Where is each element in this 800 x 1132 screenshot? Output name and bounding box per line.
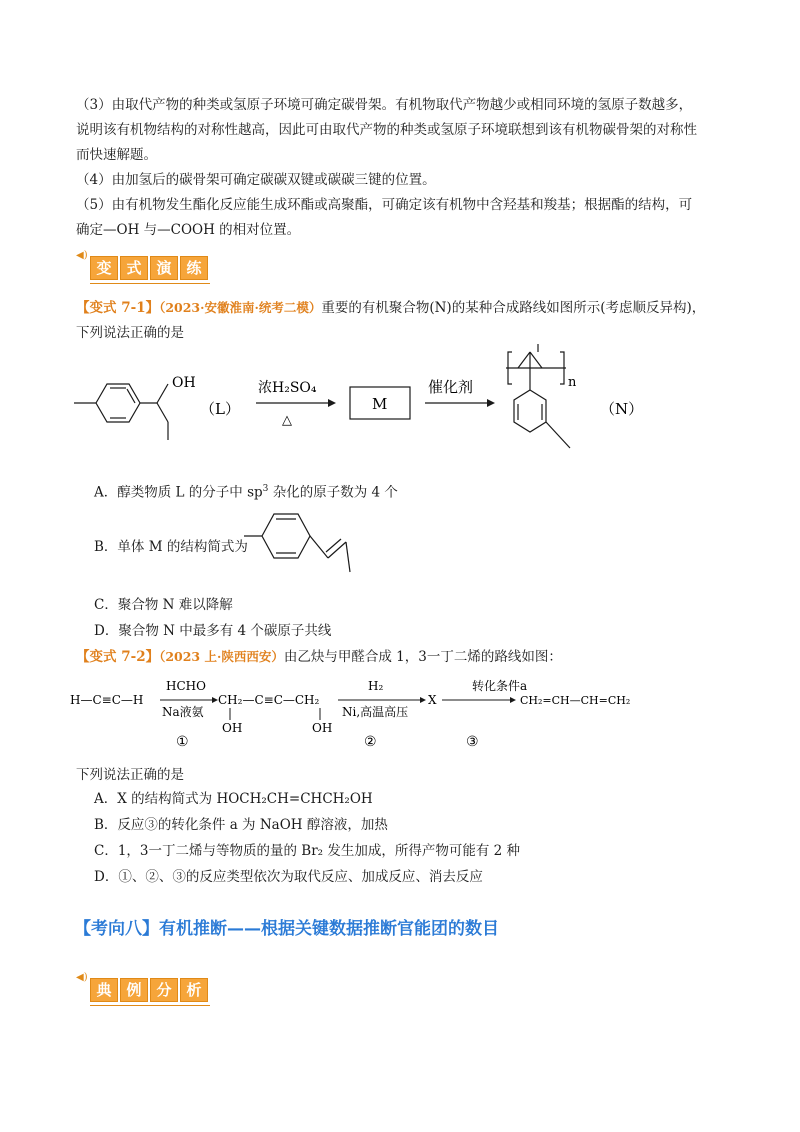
catalyst-label: 催化剂 <box>428 378 474 396</box>
reagent-hcho: HCHO <box>166 679 206 693</box>
arrowhead-2 <box>487 399 495 407</box>
section-heading: 【考向八】有机推断——根据关键数据推断官能团的数目 <box>74 919 499 939</box>
question-source: （2023·安徽淮南·统考二模） <box>159 300 322 315</box>
option-7-1-C: C．聚合物 N 难以降解 <box>94 597 233 613</box>
option-7-1-D: D．聚合物 N 中最多有 4 个碳原子共线 <box>94 623 332 639</box>
option-7-2-A: A．X 的结构简式为 HOCH₂CH=CHCH₂OH <box>94 791 373 807</box>
question-text: 由乙炔与甲醛合成 1，3一丁二烯的路线如图： <box>283 649 562 665</box>
option-7-1-B: B．单体 M 的结构简式为 <box>94 539 248 555</box>
option-7-2-D: D．①、②、③的反应类型依次为取代反应、加成反应、消去反应 <box>94 869 483 885</box>
speaker-icon: ◀) <box>76 972 88 983</box>
oh-label: OH <box>172 375 196 391</box>
label-n: n <box>568 375 577 390</box>
step-3: ③ <box>466 734 479 750</box>
tag-char: 典 <box>90 978 118 1002</box>
label-L: （L） <box>200 400 240 418</box>
option-text: 杂化的原子数为 4 个 <box>268 484 398 501</box>
question-source: （2023 上·陕西西安） <box>159 649 284 664</box>
step-1: ① <box>176 734 189 750</box>
reagent-h2: H₂ <box>368 679 384 693</box>
label-N: （N） <box>600 400 644 418</box>
arrowhead-r2 <box>420 697 426 703</box>
molecule-L <box>74 384 168 440</box>
tag-char: 析 <box>180 978 208 1002</box>
tag-char: 例 <box>120 978 148 1002</box>
reagent-condition-a: 转化条件a <box>472 679 528 693</box>
reagent-h2so4: 浓H₂SO₄ <box>258 380 317 396</box>
acetylene: H—C≡C—H <box>70 693 144 707</box>
question-7-1-stem-2: 下列说法正确的是 <box>76 325 184 341</box>
paragraph-5-line-1: （5）由有机物发生酯化反应能生成环酯或高聚酯，可确定该有机物中含羟基和羧基；根据酯的结构，可 <box>76 197 693 213</box>
tag-char: 练 <box>180 256 208 280</box>
question-7-2-stem <box>76 646 562 668</box>
reaction-scheme-2 <box>66 670 716 760</box>
oh-1: OH <box>222 721 243 735</box>
option-7-2-B: B．反应③的转化条件 a 为 NaOH 醇溶液，加热 <box>94 817 388 833</box>
reagent-heat: △ <box>282 413 292 428</box>
polymer-N <box>506 344 570 448</box>
tag-char: 变 <box>90 256 118 280</box>
reagent-ni: Ni,高温高压 <box>342 705 409 719</box>
oh-2: OH <box>312 721 333 735</box>
question-text: 重要的有机聚合物(N)的某种合成路线如图所示(考虑顺反异构)， <box>321 300 706 316</box>
paragraph-4: （4）由加氢后的碳骨架可确定碳碳双键或碳碳三键的位置。 <box>76 172 436 188</box>
option-7-2-C: C．1，3一丁二烯与等物质的量的 Br₂ 发生加成，所得产物可能有 2 种 <box>94 843 521 859</box>
speaker-icon: ◀) <box>76 250 88 261</box>
option-text: A．醇类物质 L 的分子中 sp <box>94 484 263 501</box>
arrowhead-1 <box>328 399 336 407</box>
tag-underline <box>90 283 210 284</box>
paragraph-3-line-2: 说明该有机物结构的对称性越高，因此可由取代产物的种类或氢原子环境联想到该有机物碳骨架的对称性 <box>76 122 697 138</box>
butynediol: CH₂—C≡C—CH₂ <box>218 693 320 707</box>
step-2: ② <box>364 734 377 750</box>
tag-underline <box>90 1005 210 1006</box>
butadiene: CH₂=CH—CH=CH₂ <box>520 694 631 707</box>
label-M: M <box>372 395 388 413</box>
tag-char: 分 <box>150 978 178 1002</box>
paragraph-3-line-1: （3）由取代产物的种类或氢原子环境可确定碳骨架。有机物取代产物越少或相同环境的氢原子数越多， <box>76 97 693 113</box>
arrowhead-r3 <box>510 697 516 703</box>
paragraph-5-line-2: 确定—OH 与—COOH 的相对位置。 <box>76 222 301 238</box>
paragraph-3-line-3: 而快速解题。 <box>76 147 157 163</box>
tag-char: 演 <box>150 256 178 280</box>
question-label: 【变式 7-2】 <box>76 649 160 665</box>
reaction-scheme-1 <box>60 340 740 480</box>
superscript: 3 <box>262 484 269 494</box>
reagent-na-nh3: Na液氨 <box>162 705 204 719</box>
question-7-2-stem-2: 下列说法正确的是 <box>76 767 184 783</box>
tag-char: 式 <box>120 256 148 280</box>
structure-M <box>238 500 358 586</box>
compound-x: X <box>428 693 437 707</box>
question-7-1-stem <box>76 297 705 319</box>
question-label: 【变式 7-1】 <box>76 300 160 316</box>
